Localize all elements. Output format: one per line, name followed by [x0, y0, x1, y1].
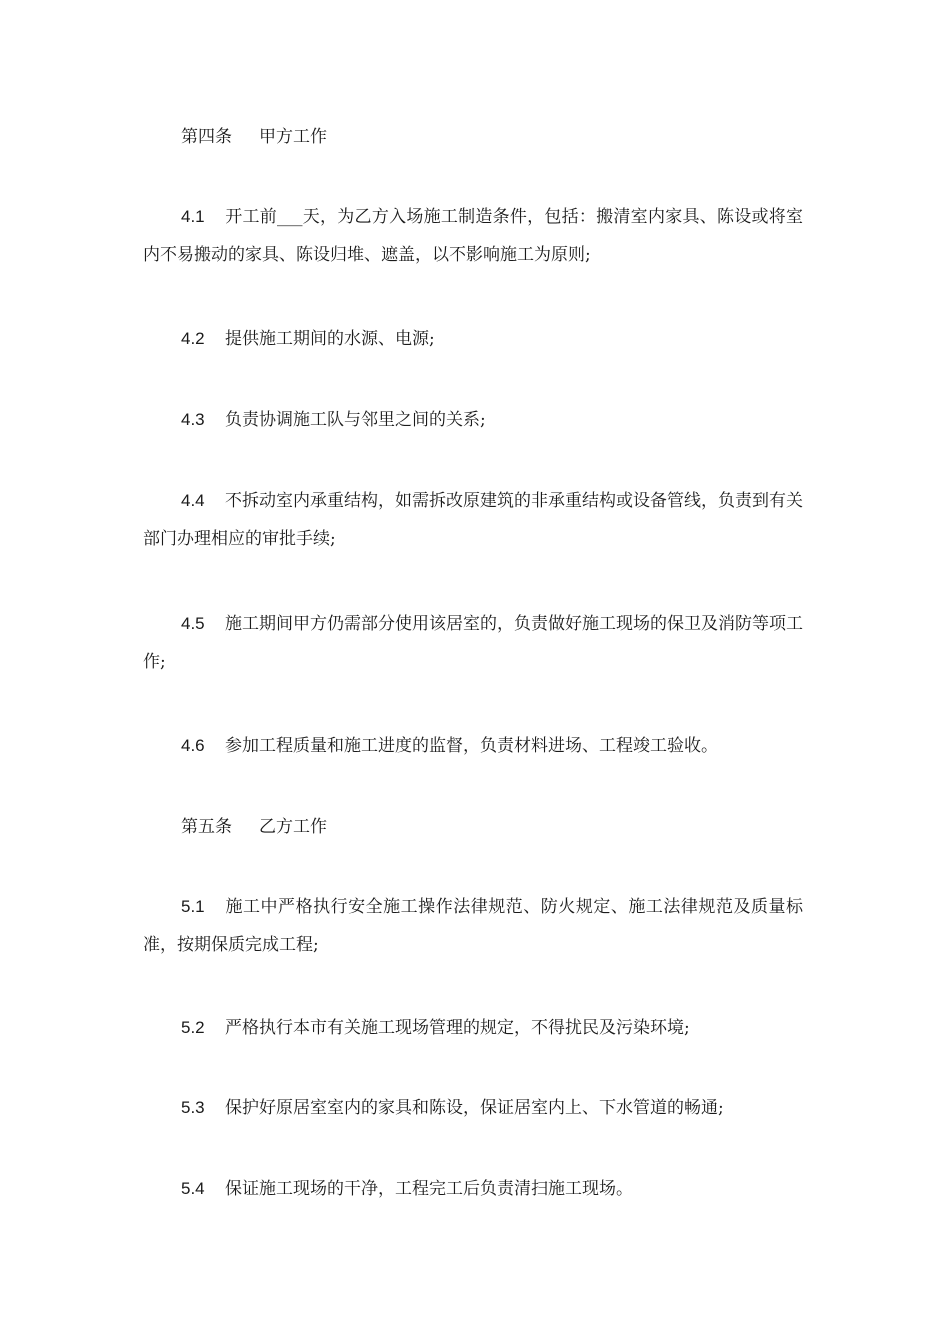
- clause-number: 4.5: [181, 614, 205, 633]
- clause-number: 4.3: [181, 410, 205, 429]
- clause-text: 负责协调施工队与邻里之间的关系;: [225, 410, 486, 430]
- clause-5-4: [143, 1170, 803, 1208]
- clause-text: 施工中严格执行安全施工操作法律规范、防火规定、施工法律规范及质量标准，按期保质完成工程;: [143, 897, 803, 955]
- clause-text: 严格执行本市有关施工现场管理的规定，不得扰民及污染环境;: [225, 1018, 690, 1038]
- section-5-number: 第五条: [181, 817, 232, 837]
- clause-number: 4.4: [181, 491, 205, 510]
- clause-number: 5.4: [181, 1179, 205, 1198]
- clause-number: 5.1: [181, 897, 205, 916]
- clause-number: 4.6: [181, 736, 205, 755]
- section-5-heading: [143, 808, 803, 846]
- clause-4-3: [143, 401, 803, 439]
- clause-text: 施工期间甲方仍需部分使用该居室的，负责做好施工现场的保卫及消防等项工作;: [143, 614, 803, 672]
- clause-4-1: [143, 198, 803, 274]
- clause-text: 不拆动室内承重结构，如需拆改原建筑的非承重结构或设备管线，负责到有关部门办理相应的审批手续;: [143, 491, 803, 549]
- section-5-title: 乙方工作: [259, 817, 327, 837]
- clause-text: 保护好原居室室内的家具和陈设，保证居室内上、下水管道的畅通;: [225, 1098, 724, 1118]
- clause-number: 5.3: [181, 1098, 205, 1117]
- section-4-title: 甲方工作: [259, 127, 327, 147]
- clause-text: 提供施工期间的水源、电源;: [225, 329, 435, 349]
- clause-number: 5.2: [181, 1018, 205, 1037]
- clause-number: 4.1: [181, 207, 205, 226]
- clause-4-4: [143, 482, 803, 558]
- clause-number: 4.2: [181, 329, 205, 348]
- clause-5-2: [143, 1009, 803, 1047]
- section-4-number: 第四条: [181, 127, 232, 147]
- clause-text: 开工前___天，为乙方入场施工制造条件，包括：搬清室内家具、陈设或将室内不易搬动的家具、陈设归堆、遮盖，以不影响施工为原则;: [143, 207, 803, 265]
- clause-4-5: [143, 605, 803, 681]
- clause-5-3: [143, 1089, 803, 1127]
- clause-4-2: [143, 320, 803, 358]
- clause-text: 参加工程质量和施工进度的监督，负责材料进场、工程竣工验收。: [225, 736, 718, 756]
- clause-5-1: [143, 888, 803, 964]
- clause-4-6: [143, 727, 803, 765]
- clause-text: 保证施工现场的干净，工程完工后负责清扫施工现场。: [225, 1179, 633, 1199]
- section-4-heading: [143, 118, 803, 156]
